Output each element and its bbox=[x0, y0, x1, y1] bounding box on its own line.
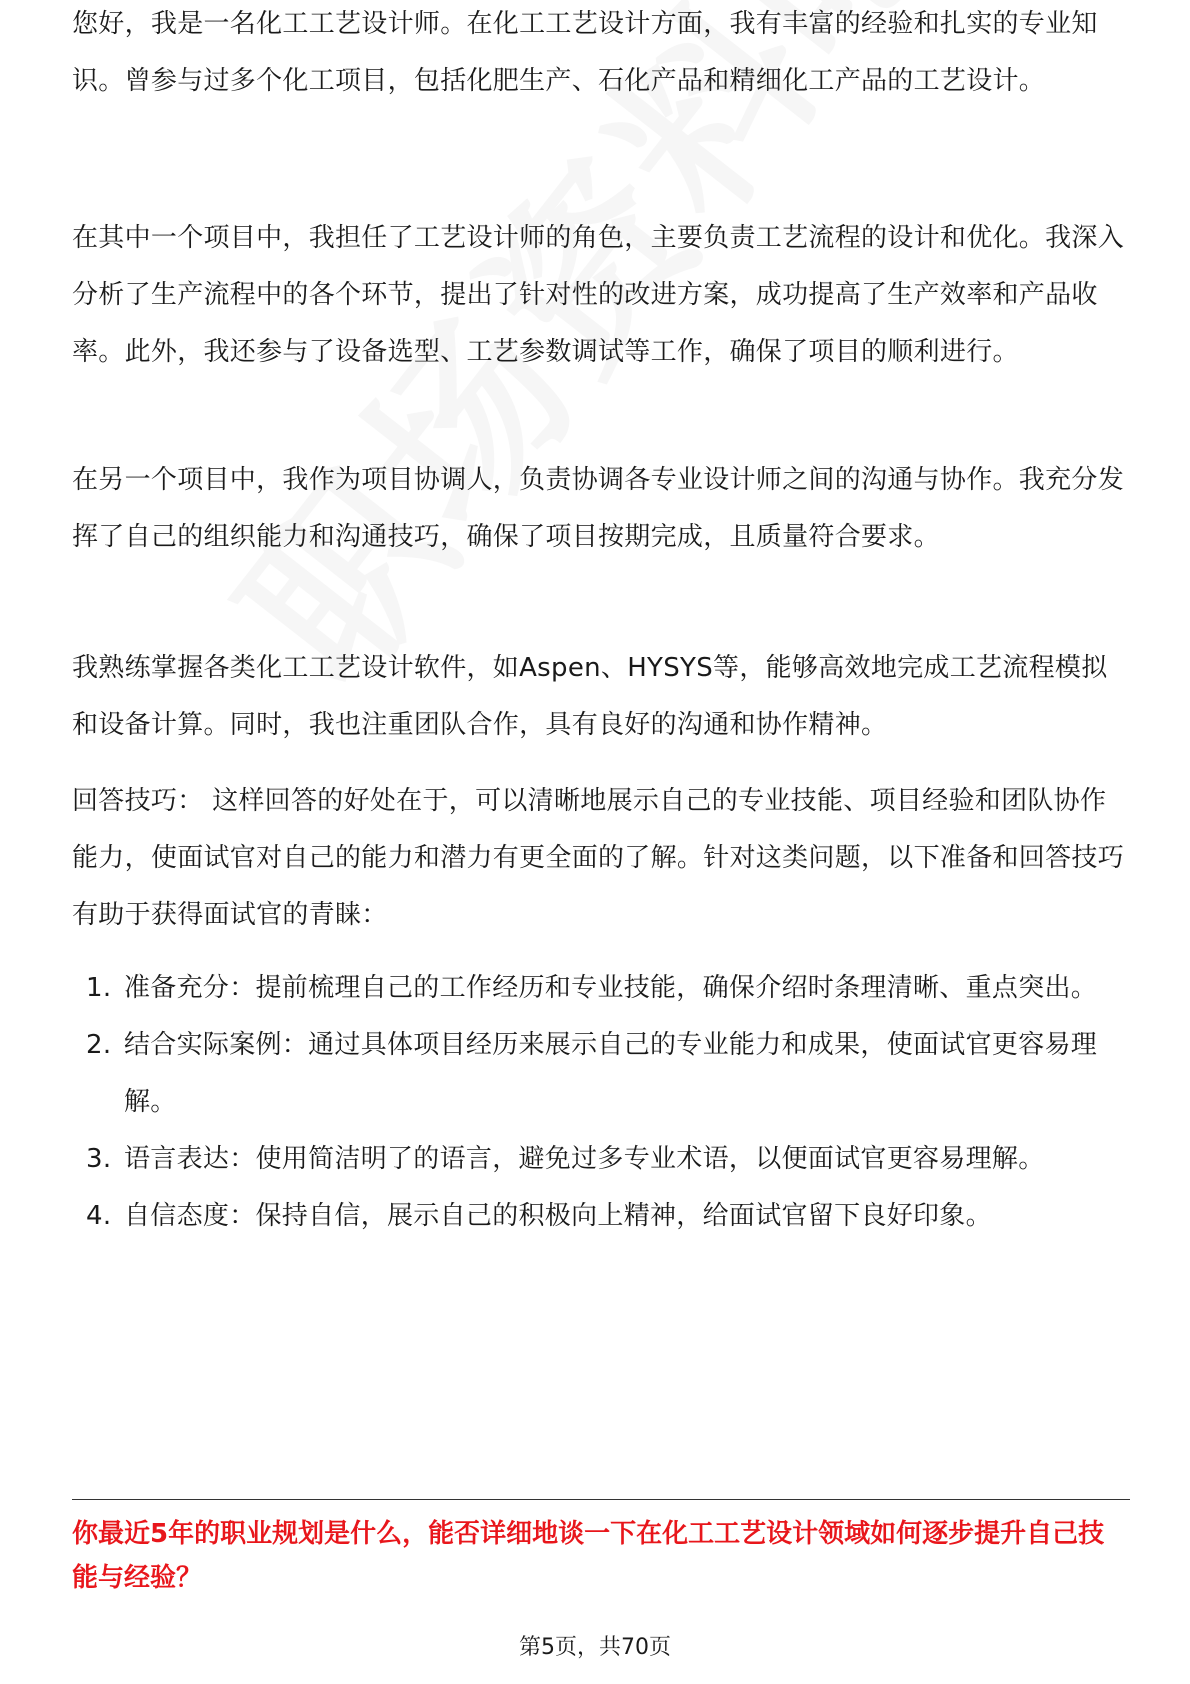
list-item bbox=[72, 1188, 1130, 1245]
tips-list bbox=[72, 960, 1130, 1245]
paragraph-software-skills: 我熟练掌握各类化工工艺设计软件，如Aspen、HYSYS等，能够高效地完成工艺流程模拟和设备计算。同时，我也注重团队合作，具有良好的沟通和协作精神。 bbox=[72, 653, 1108, 740]
list-text: 准备充分：提前梳理自己的工作经历和专业技能，确保介绍时条理清晰、重点突出。 bbox=[124, 973, 1098, 1003]
paragraph-answer-tips: 回答技巧： 这样回答的好处在于，可以清晰地展示自己的专业技能、项目经验和团队协作能力，使面试官对自己的能力和潜力有更全面的了解。针对这类问题，以下准备和回答技巧有助于获得面试官的青睐： bbox=[72, 786, 1125, 930]
list-item bbox=[72, 960, 1130, 1017]
list-text: 自信态度：保持自信，展示自己的积极向上精神，给面试官留下良好印象。 bbox=[124, 1201, 992, 1231]
paragraph-project-one: 在其中一个项目中，我担任了工艺设计师的角色，主要负责工艺流程的设计和优化。我深入分析了生产流程中的各个环节，提出了针对性的改进方案，成功提高了生产效率和产品收率。此外，我还参与了设备选型、工艺参数调试等工作，确保了项目的顺利进行。 bbox=[72, 223, 1125, 367]
list-number: 1. bbox=[86, 973, 112, 1003]
list-number: 3. bbox=[86, 1144, 112, 1174]
section-divider bbox=[72, 1499, 1130, 1500]
list-text: 结合实际案例：通过具体项目经历来展示自己的专业能力和成果，使面试官更容易理解。 bbox=[124, 1030, 1098, 1117]
list-number: 4. bbox=[86, 1201, 112, 1231]
paragraph-project-two: 在另一个项目中，我作为项目协调人，负责协调各专业设计师之间的沟通与协作。我充分发挥了自己的组织能力和沟通技巧，确保了项目按期完成，且质量符合要求。 bbox=[72, 465, 1125, 552]
list-text: 语言表达：使用简洁明了的语言，避免过多专业术语，以便面试官更容易理解。 bbox=[124, 1144, 1045, 1174]
list-item bbox=[72, 1131, 1130, 1188]
list-item bbox=[72, 1017, 1130, 1131]
paragraph-intro: 您好，我是一名化工工艺设计师。在化工工艺设计方面，我有丰富的经验和扎实的专业知识。曾参与过多个化工项目，包括化肥生产、石化产品和精细化工产品的工艺设计。 bbox=[72, 9, 1098, 96]
list-number: 2. bbox=[86, 1030, 112, 1060]
next-question-heading: 你最近5年的职业规划是什么，能否详细地谈一下在化工工艺设计领域如何逐步提升自己技能与经验？ bbox=[72, 1519, 1105, 1593]
page-number: 第5页，共70页 bbox=[519, 1635, 671, 1660]
